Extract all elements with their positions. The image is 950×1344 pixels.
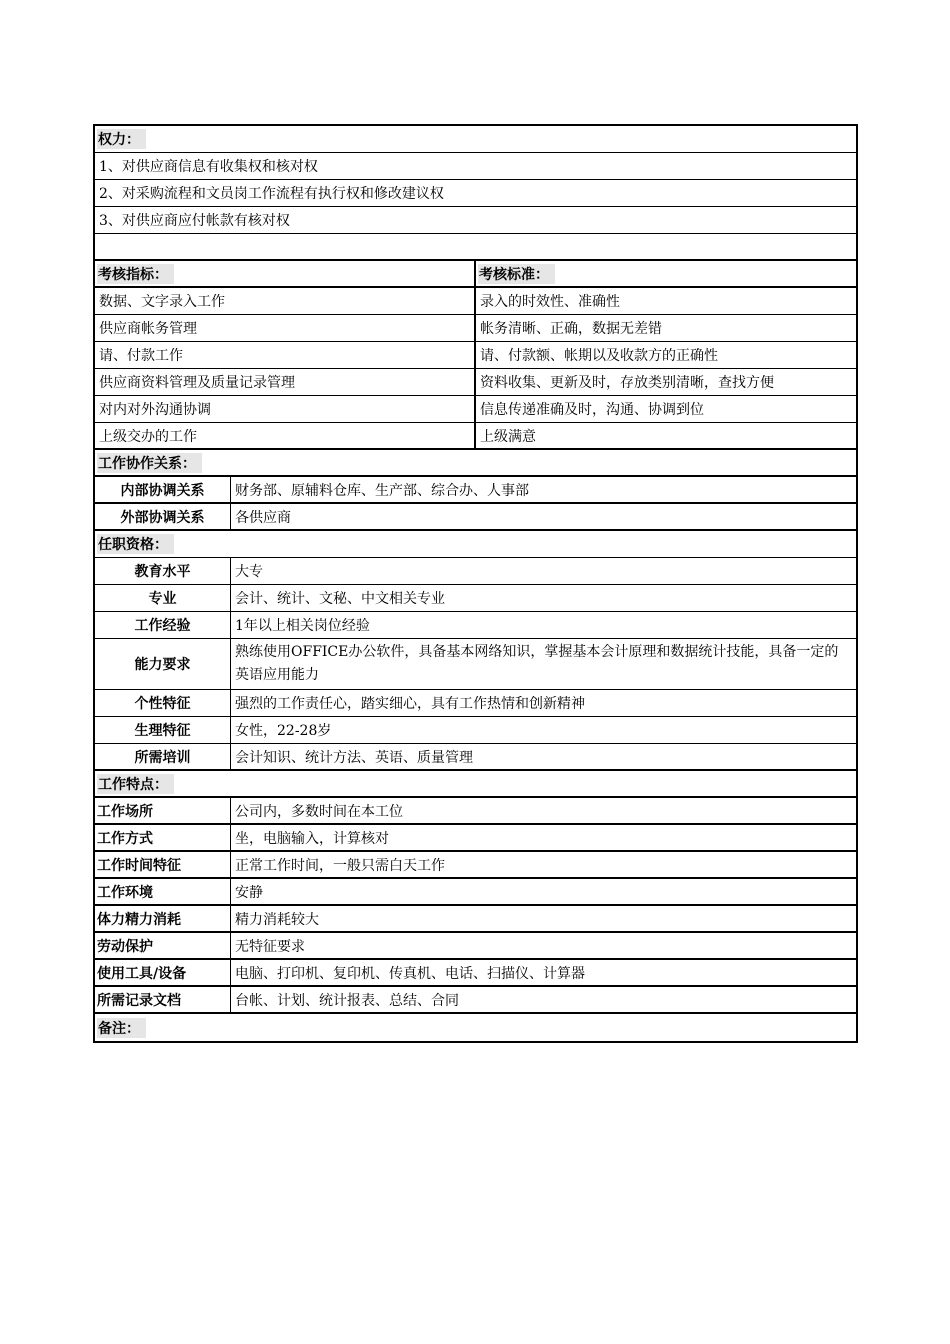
standard-cell: 信息传递准确及时，沟通、协调到位 (480, 402, 704, 418)
field-value: 会计、统计、文秘、中文相关专业 (235, 591, 445, 607)
standard-cell: 上级满意 (480, 428, 536, 445)
field-label: 工作场所 (95, 798, 231, 823)
assessment-header-row (95, 261, 856, 288)
authority-item-row (95, 153, 856, 180)
qualification-header-row (95, 531, 856, 558)
feature-row (95, 933, 856, 960)
qualification-title-cell (95, 531, 856, 557)
indicator-cell: 上级交办的工作 (95, 423, 476, 448)
qualification-title: 任职资格： (97, 534, 174, 554)
authority-header-row (95, 126, 856, 153)
authority-item-row (95, 207, 856, 234)
qualification-row (95, 717, 856, 744)
assessment-row (95, 288, 856, 315)
field-label: 工作时间特征 (95, 852, 231, 877)
field-label: 工作方式 (95, 825, 231, 850)
assessment-row (95, 342, 856, 369)
field-label: 所需记录文档 (95, 987, 231, 1012)
indicator-title-cell (95, 261, 476, 286)
feature-row (95, 960, 856, 987)
features-header-row (95, 771, 856, 798)
indicator-cell: 供应商资料管理及质量记录管理 (95, 369, 476, 395)
cooperation-title-cell (95, 450, 856, 475)
field-value: 女性，22-28岁 (235, 723, 332, 739)
indicator-cell: 供应商帐务管理 (95, 315, 476, 341)
field-value: 财务部、原辅料仓库、生产部、综合办、人事部 (235, 482, 529, 499)
assessment-row (95, 369, 856, 396)
feature-row (95, 906, 856, 933)
field-label: 劳动保护 (95, 933, 231, 958)
remarks-row (95, 1014, 856, 1041)
qualification-row (95, 585, 856, 612)
field-value: 熟练使用OFFICE办公软件，具备基本网络知识，掌握基本会计原理和数据统计技能，具备一定的英语应用能力 (235, 644, 839, 683)
indicator-cell: 请、付款工作 (95, 342, 476, 368)
authority-title: 权力： (97, 129, 146, 149)
remarks-title-cell (95, 1014, 856, 1041)
qualification-row (95, 639, 856, 690)
qualification-row (95, 744, 856, 771)
indicator-title: 考核指标： (97, 264, 174, 284)
field-value: 台帐、计划、统计报表、总结、合同 (235, 992, 459, 1009)
feature-row (95, 798, 856, 825)
field-label: 能力要求 (95, 639, 231, 689)
authority-item: 3、对供应商应付帐款有核对权 (99, 213, 290, 229)
blank-cell (95, 234, 856, 259)
authority-item: 1、对供应商信息有收集权和核对权 (99, 159, 318, 175)
features-title-cell (95, 771, 856, 796)
cooperation-row (95, 477, 856, 504)
assessment-row (95, 315, 856, 342)
qualification-row (95, 690, 856, 717)
standard-cell: 请、付款额、帐期以及收款方的正确性 (480, 348, 718, 364)
field-value: 正常工作时间，一般只需白天工作 (235, 857, 445, 874)
field-label: 教育水平 (95, 558, 231, 584)
field-value: 会计知识、统计方法、英语、质量管理 (235, 749, 473, 766)
qualification-row (95, 612, 856, 639)
field-value: 电脑、打印机、复印机、传真机、电话、扫描仪、计算器 (235, 965, 585, 982)
field-label: 外部协调关系 (95, 504, 231, 529)
field-value: 各供应商 (235, 509, 291, 526)
feature-row (95, 825, 856, 852)
authority-item-row (95, 180, 856, 207)
feature-row (95, 879, 856, 906)
field-label: 个性特征 (95, 690, 231, 716)
standard-cell: 帐务清晰、正确，数据无差错 (480, 321, 662, 337)
field-label: 生理特征 (95, 717, 231, 743)
indicator-cell: 对内对外沟通协调 (95, 396, 476, 422)
field-value: 强烈的工作责任心，踏实细心，具有工作热情和创新精神 (235, 696, 585, 712)
standard-cell: 录入的时效性、准确性 (480, 294, 620, 310)
field-label: 所需培训 (95, 744, 231, 769)
field-label: 体力精力消耗 (95, 906, 231, 931)
authority-blank-row (95, 234, 856, 261)
field-value: 1年以上相关岗位经验 (235, 618, 370, 634)
cooperation-title: 工作协作关系： (97, 453, 202, 473)
field-value: 安静 (235, 884, 263, 901)
assessment-row (95, 423, 856, 450)
authority-item: 2、对采购流程和文员岗工作流程有执行权和修改建议权 (99, 186, 444, 202)
field-label: 使用工具/设备 (95, 960, 231, 985)
field-label: 内部协调关系 (95, 477, 231, 502)
feature-row (95, 852, 856, 879)
field-value: 大专 (235, 564, 263, 580)
field-value: 无特征要求 (235, 938, 305, 955)
field-value: 坐，电脑输入，计算核对 (235, 830, 389, 847)
field-value: 公司内，多数时间在本工位 (235, 803, 403, 820)
authority-title-cell (95, 126, 856, 152)
feature-row (95, 987, 856, 1014)
field-value: 精力消耗较大 (235, 911, 319, 928)
remarks-title: 备注： (97, 1018, 146, 1038)
assessment-row (95, 396, 856, 423)
indicator-cell: 数据、文字录入工作 (95, 288, 476, 314)
cooperation-row (95, 504, 856, 531)
field-label: 工作经验 (95, 612, 231, 638)
features-title: 工作特点： (97, 774, 174, 794)
field-label: 工作环境 (95, 879, 231, 904)
field-label: 专业 (95, 585, 231, 611)
job-description-table (93, 124, 858, 1043)
standard-title-cell (476, 261, 856, 286)
standard-cell: 资料收集、更新及时，存放类别清晰，查找方便 (480, 375, 774, 391)
cooperation-header-row (95, 450, 856, 477)
standard-title: 考核标准： (478, 264, 555, 284)
qualification-row (95, 558, 856, 585)
